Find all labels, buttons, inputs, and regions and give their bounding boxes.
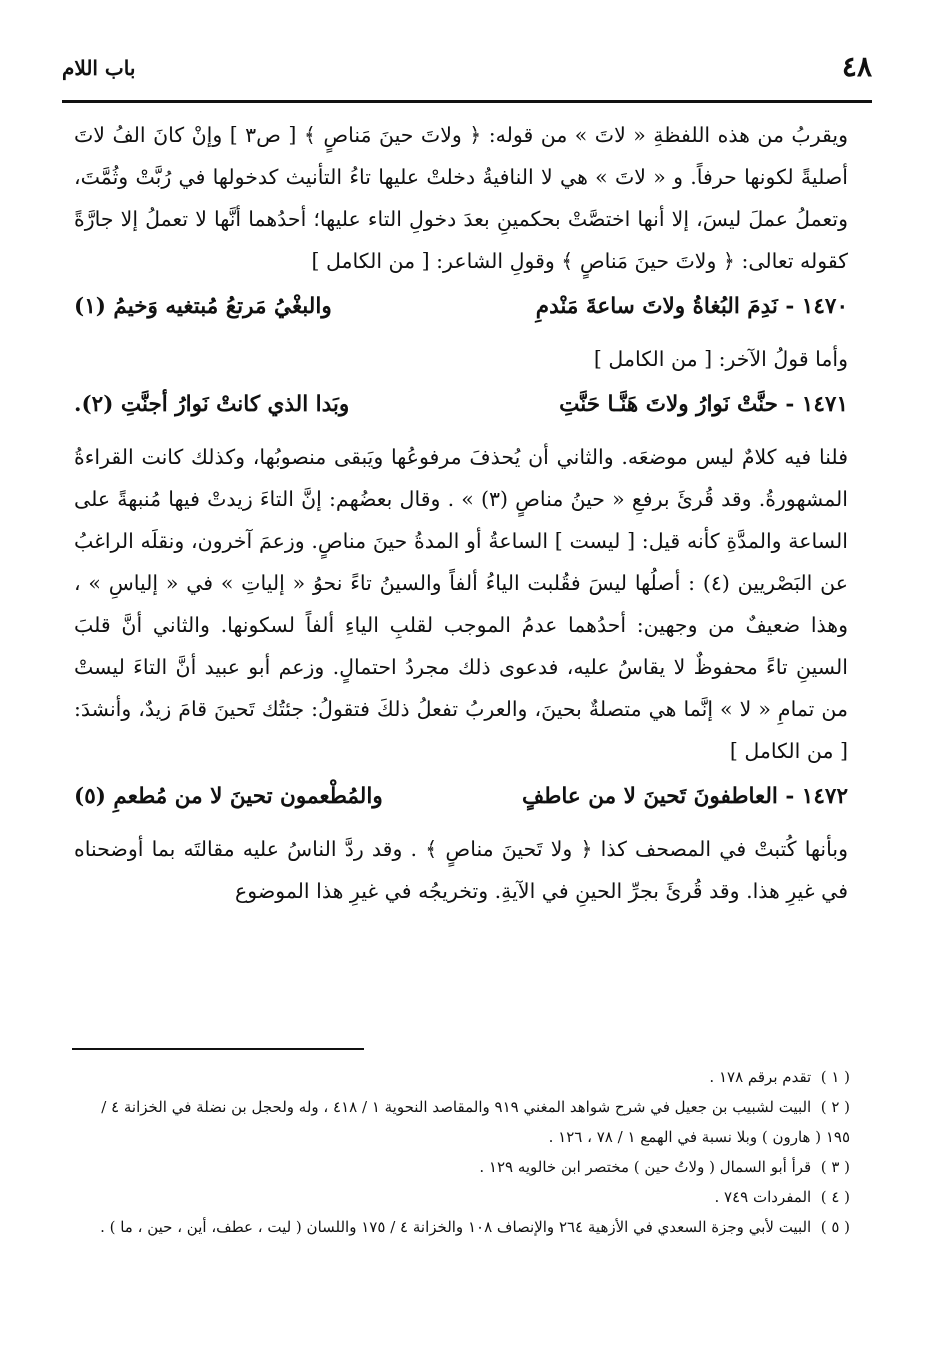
verse-1470 [74, 282, 848, 338]
header-rule [62, 100, 872, 103]
footnote-number: ( ٣ ) [820, 1158, 850, 1176]
paragraph: ويقربُ من هذه اللفظةِ « لاتَ » من قوله: ﴿ ولاتَ حينَ مَناصٍ ﴾ [ ص٣ ] وإنْ كانَ الفُ لاتَ أصليةً لكونها حرفاً. و « لاتَ » هي لا النافيةُ دخلتْ عليها تاءُ التأنيث كدخولها في رُبَّتْ وثُمَّتَ، وتعملُ عملَ ليسَ، إلا أنها اختصَّتْ بحكمينِ بعدَ دخولِ التاء عليها؛ أحدُهما أنَّها لا تعملُ إلا جارَّةً كقوله تعالى: ﴿ ولاتَ حينَ مَناصٍ ﴾ وقولِ الشاعر: [ من الكامل ] [74, 123, 848, 273]
footnote-text: قرأ أبو السمال ( ولاتُ حين ) مختصر ابن خالويه ١٢٩ . [479, 1158, 812, 1176]
footnote [74, 1182, 850, 1212]
footnote-separator [72, 1048, 364, 1050]
footnote-text: المفردات ٧٤٩ . [714, 1188, 812, 1206]
paragraph: وبأنها كُتبتْ في المصحف كذا ﴿ ولا تَحينَ مناصٍ ﴾ . وقد ردَّ الناسُ عليه مقالتَه بما أوضحناه في غيرِ هذا. وقد قُرئَ بجرِّ الحينِ في الآيةِ. وتخريجُه في غيرِ هذا الموضوع [74, 837, 848, 903]
verse-first-hemistich: ١٤٧٠ - نَدِمَ البُغاةُ ولاتَ ساعةَ مَنْدمِ [535, 294, 848, 319]
verse-1472 [74, 772, 848, 828]
footnote-text: البيت لشبيب بن جعيل في شرح شواهد المغني ٩١٩ والمقاصد النحوية ١ / ٤١٨ ، وله ولحجل بن نضلة في الخزانة ٤ / ١٩٥ ( هارون ) وبلا نسبة في الهمع ١ / ٧٨ ، ١٢٦ . [101, 1098, 850, 1146]
verse-second-hemistich: والمُطْعمون تحينَ لا من مُطعمِ (٥) [74, 784, 383, 809]
page-header [62, 50, 872, 96]
page-body [74, 114, 848, 912]
footnote [74, 1212, 850, 1242]
paragraph: فلنا فيه كلامٌ ليس موضعَه. والثاني أن يُحذفَ مرفوعُها ويَبقى منصوبُها، وكذلك كانت القراءةُ المشهورةُ. وقد قُرئَ برفعِ « حينُ مناصٍ (٣) » . وقال بعضُهم: إنَّ التاءَ زيدتْ فيها مُنبهةً على الساعة والمدَّةِ كأنه قيل: [ ليست ] الساعةُ أو المدةُ حينَ مناصٍ. وزعمَ آخرون، ونقلَه الراغبُ عن البَصْريين (٤) : أصلُها ليسَ فقُلبت الياءُ ألفاً والسينُ تاءً نحوُ « إلياتِ » في « إلياسِ » ، وهذا ضعيفٌ من وجهين: أحدُهما عدمُ الموجب لقلبِ الياءِ ألفاً لسكونها. والثاني أنَّ قلبَ السينِ تاءً محفوظٌ لا يقاسُ عليه، فدعوى ذلك مجردُ احتمالٍ. وزعم أبو عبيد أنَّ التاءَ ليستْ من تمامِ « لا » إنَّما هي متصلةٌ بحينَ، والعربُ تفعلُ ذلكَ فتقولُ: جئتُك تَحينَ قامَ زيدٌ، وأنشدَ: [ من الكامل ] [74, 445, 848, 763]
footnote-number: ( ٥ ) [820, 1218, 850, 1236]
paragraph: وأما قولُ الآخر: [ من الكامل ] [593, 347, 848, 371]
footnote [74, 1092, 850, 1152]
footnote-number: ( ٢ ) [820, 1098, 850, 1116]
footnote [74, 1062, 850, 1092]
verse-1471 [74, 380, 848, 436]
page-number: ٤٨ [841, 50, 872, 83]
footnote-number: ( ١ ) [820, 1068, 850, 1086]
footnote-text: البيت لأبي وجزة السعدي في الأزهية ٢٦٤ والإنصاف ١٠٨ والخزانة ٤ / ١٧٥ واللسان ( ليت ، عطف، أين ، حين ، ما ) . [100, 1218, 812, 1236]
footnote [74, 1152, 850, 1182]
footnote-text: تقدم برقم ١٧٨ . [709, 1068, 812, 1086]
chapter-title: باب اللام [62, 56, 136, 80]
verse-second-hemistich: وبَدا الذي كانتْ نَوارُ أجنَّتِ (٢). [74, 392, 350, 417]
verse-first-hemistich: ١٤٧١ - حنَّتْ نَوارُ ولاتَ هَنَّـا حَنَّتِ [559, 392, 848, 417]
verse-second-hemistich: والبغْيُ مَرتعُ مُبتغيه وَخيمُ (١) [74, 294, 332, 319]
footnotes [74, 1062, 850, 1242]
footnote-number: ( ٤ ) [820, 1188, 850, 1206]
verse-first-hemistich: ١٤٧٢ - العاطفونَ تَحينَ لا من عاطفٍ [522, 784, 848, 809]
